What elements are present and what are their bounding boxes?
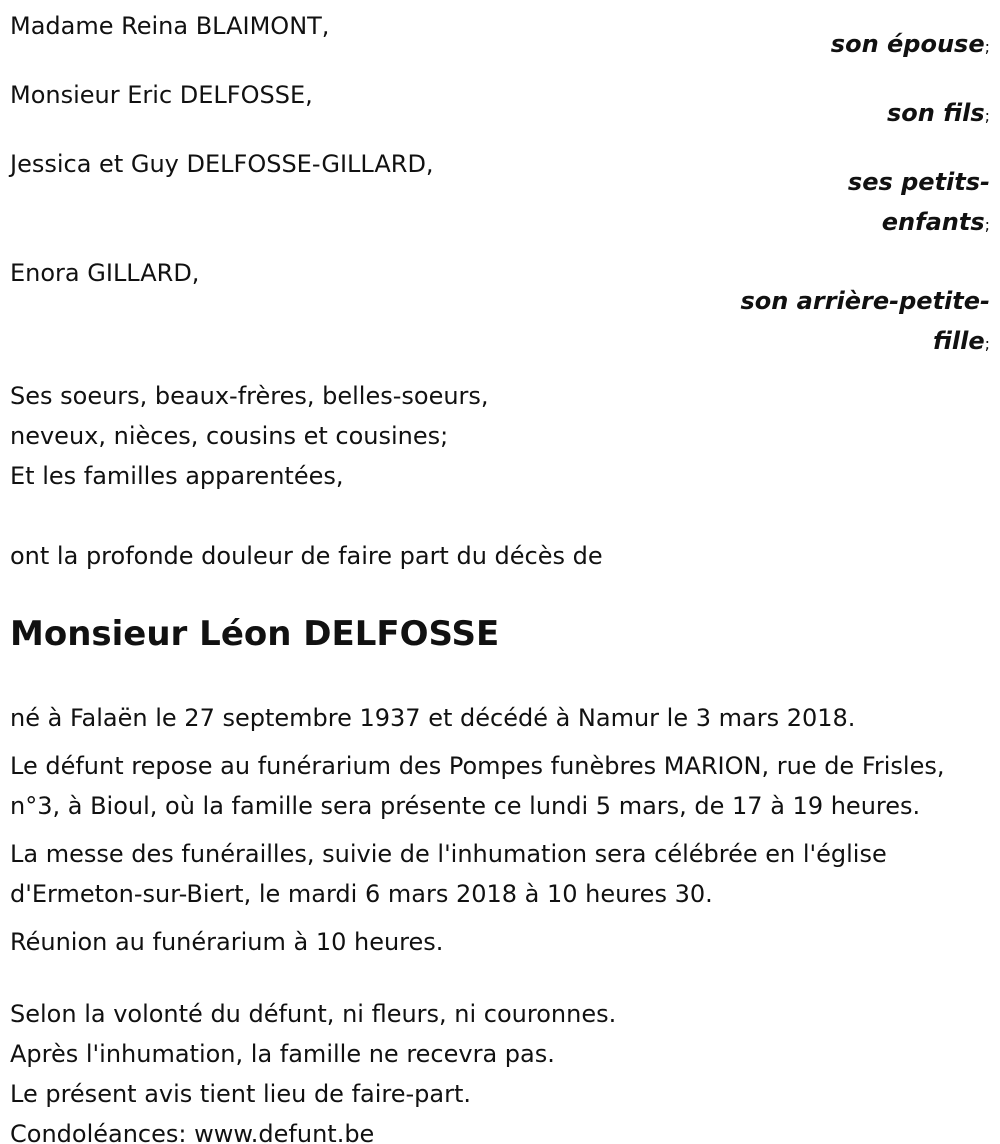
detail-paragraph: Le défunt repose au funérarium des Pompes funèbres MARION, rue de Frisles, n°3, à Bioul, où la famille sera présente ce lundi 5 mars, de 17 à 19 heures. xyxy=(10,752,945,820)
closing-line: Selon la volonté du défunt, ni fleurs, ni couronnes. xyxy=(10,1000,617,1028)
relatives-line: neveux, nièces, cousins et cousines; xyxy=(10,422,449,450)
death-notice xyxy=(10,0,990,1144)
detail-paragraph: né à Falaën le 27 septembre 1937 et décédé à Namur le 3 mars 2018. xyxy=(10,704,856,732)
family-member-name: Monsieur Eric DELFOSSE, xyxy=(10,81,313,109)
announcement-text: ont la profonde douleur de faire part du décès de xyxy=(10,542,603,570)
family-member xyxy=(10,75,990,136)
family-member xyxy=(10,144,990,245)
relation-text-line2: fille xyxy=(932,327,985,355)
deceased-name: Monsieur Léon DELFOSSE xyxy=(10,614,500,654)
family-member-name: Enora GILLARD, xyxy=(10,259,200,287)
relation-semicolon: ; xyxy=(984,37,990,56)
family-member xyxy=(10,6,990,67)
detail-paragraph: Réunion au funérarium à 10 heures. xyxy=(10,928,444,956)
relation-text-line1: son arrière-petite- xyxy=(740,287,990,315)
family-member-relation xyxy=(10,281,990,364)
closing-line: Le présent avis tient lieu de faire-part. xyxy=(10,1080,472,1108)
relation-semicolon: ; xyxy=(984,334,990,353)
closing-block xyxy=(10,994,990,1144)
relation-text: ses petits-enfants xyxy=(847,168,990,236)
family-member xyxy=(10,253,990,364)
relation-semicolon: ; xyxy=(984,215,990,234)
detail-paragraph: La messe des funérailles, suivie de l'inhumation sera célébrée en l'église d'Ermeton-sur-Biert, le mardi 6 mars 2018 à 10 heures 30. xyxy=(10,840,887,908)
relation-text: son fils xyxy=(886,99,985,127)
closing-line: Condoléances: www.defunt.be xyxy=(10,1120,375,1144)
family-list xyxy=(10,6,990,364)
family-member-name: Jessica et Guy DELFOSSE-GILLARD, xyxy=(10,150,434,178)
relatives-block xyxy=(10,376,990,496)
relatives-line: Et les familles apparentées, xyxy=(10,462,344,490)
relation-semicolon: ; xyxy=(984,106,990,125)
closing-line: Après l'inhumation, la famille ne recevra pas. xyxy=(10,1040,555,1068)
family-member-name: Madame Reina BLAIMONT, xyxy=(10,12,330,40)
details-block xyxy=(10,698,990,962)
relatives-line: Ses soeurs, beaux-frères, belles-soeurs, xyxy=(10,382,489,410)
relation-text: son épouse xyxy=(830,30,985,58)
